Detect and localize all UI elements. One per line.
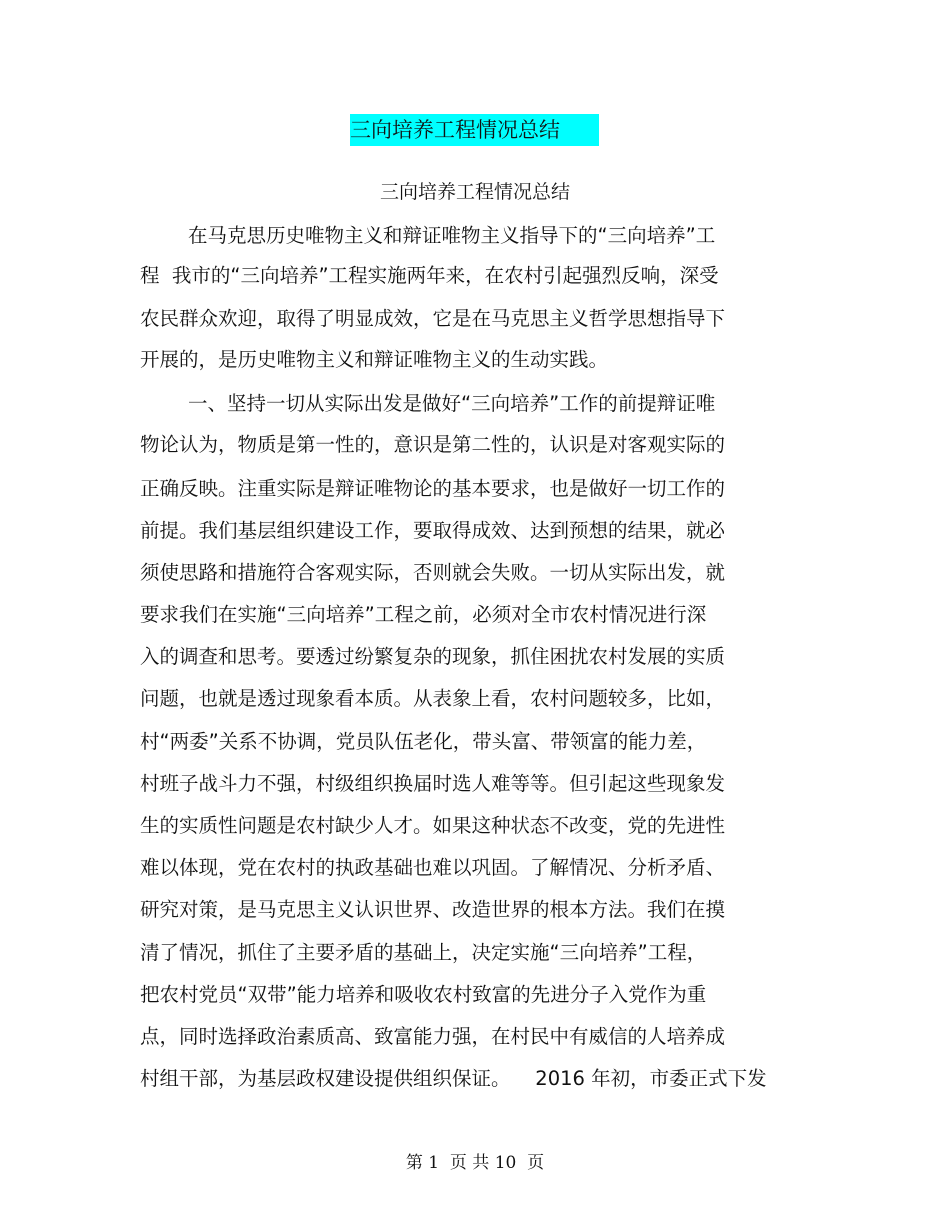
body-line: 村“两委”关系不协调，党员队伍老化，带头富、带领富的能力差，	[140, 730, 707, 753]
body-line: 在马克思历史唯物主义和辩证唯物主义指导下的“三向培养”工	[188, 224, 716, 247]
page-footer: 第 1 页 共 10 页	[405, 1153, 545, 1173]
body-line: 难以体现，党在农村的执政基础也难以巩固。了解情况、分析矛盾、	[140, 856, 726, 879]
body-line: 正确反映。注重实际是辩证唯物论的基本要求，也是做好一切工作的	[140, 477, 726, 500]
document-subtitle: 三向培养工程情况总结	[379, 181, 570, 203]
body-line: 问题，也就是透过现象看本质。从表象上看，农村问题较多，比如，	[140, 687, 726, 710]
body-line: 研究对策，是马克思主义认识世界、改造世界的根本方法。我们在摸	[140, 898, 726, 921]
body-line: 清了情况，抓住了主要矛盾的基础上，决定实施“三向培养”工程，	[140, 941, 707, 964]
body-line: 生的实质性问题是农村缺少人才。如果这种状态不改变，党的先进性	[140, 814, 726, 837]
body-line: 程 我市的“三向培养”工程实施两年来，在农村引起强烈反响，深受	[140, 264, 719, 287]
body-line: 开展的，是历史唯物主义和辩证唯物主义的生动实践。	[140, 348, 609, 371]
highlighted-title: 三向培养工程情况总结	[350, 114, 599, 146]
body-line: 一、坚持一切从实际出发是做好“三向培养”工作的前提辩证唯	[188, 392, 716, 415]
body-line: 村组干部，为基层政权建设提供组织保证。 2016 年初，市委正式下发	[140, 1067, 767, 1090]
body-line: 把农村党员“双带”能力培养和吸收农村致富的先进分子入党作为重	[140, 983, 707, 1006]
body-line: 前提。我们基层组织建设工作，要取得成效、达到预想的结果，就必	[140, 519, 726, 542]
body-line: 农民群众欢迎，取得了明显成效，它是在马克思主义哲学思想指导下	[140, 307, 726, 330]
body-line: 村班子战斗力不强，村级组织换届时选人难等等。但引起这些现象发	[140, 772, 726, 795]
body-line: 要求我们在实施“三向培养”工程之前，必须对全市农村情况进行深	[140, 603, 707, 626]
body-line: 入的调查和思考。要透过纷繁复杂的现象，抓住困扰农村发展的实质	[140, 645, 726, 668]
body-line: 须使思路和措施符合客观实际，否则就会失败。一切从实际出发，就	[140, 561, 726, 584]
body-line: 点，同时选择政治素质高、致富能力强，在村民中有威信的人培养成	[140, 1025, 726, 1048]
body-line: 物论认为，物质是第一性的，意识是第二性的，认识是对客观实际的	[140, 433, 726, 456]
